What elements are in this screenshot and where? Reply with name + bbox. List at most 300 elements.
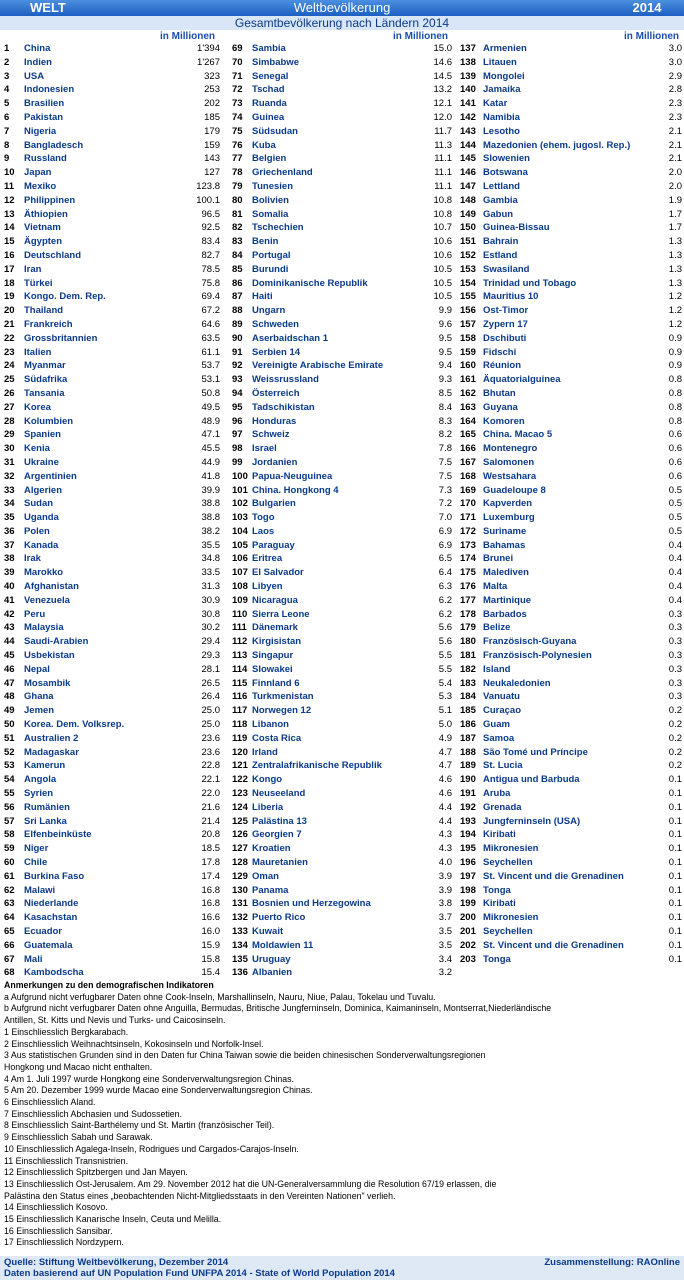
- country-cell: Indonesien: [24, 84, 75, 96]
- country-cell: China. Macao 5: [483, 429, 553, 441]
- rank-cell: 16: [4, 249, 15, 261]
- table-row: [4, 221, 222, 235]
- table-row: [232, 208, 454, 222]
- country-cell: Benin: [252, 236, 279, 248]
- table-row: [232, 759, 454, 773]
- table-row: [460, 787, 682, 801]
- table-row: [460, 318, 682, 332]
- country-cell: Kongo. Dem. Rep.: [24, 291, 106, 303]
- population-cell: 4.9: [438, 732, 452, 744]
- population-cell: 26.5: [201, 677, 220, 689]
- rank-cell: 148: [460, 194, 476, 206]
- table-row: [232, 953, 454, 967]
- rank-cell: 134: [232, 939, 248, 951]
- population-cell: 0.9: [668, 360, 682, 372]
- rank-cell: 89: [232, 318, 243, 330]
- population-cell: 202: [204, 98, 220, 110]
- table-row: [460, 97, 682, 111]
- rank-cell: 150: [460, 222, 476, 234]
- country-cell: Ost-Timor: [483, 305, 529, 317]
- country-cell: Serbien 14: [252, 346, 301, 358]
- rank-cell: 166: [460, 443, 476, 455]
- population-cell: 25.0: [201, 705, 220, 717]
- country-cell: Turkmenistan: [252, 691, 314, 703]
- rank-cell: 167: [460, 456, 476, 468]
- country-cell: Mikronesien: [483, 843, 539, 855]
- rank-cell: 38: [4, 553, 15, 565]
- table-row: [460, 566, 682, 580]
- table-row: [232, 677, 454, 691]
- country-cell: Mikronesien: [483, 912, 539, 924]
- country-cell: Puerto Rico: [252, 912, 306, 924]
- population-cell: 3.9: [438, 870, 452, 882]
- table-row: [460, 208, 682, 222]
- country-cell: Schweden: [252, 318, 299, 330]
- country-cell: Tansania: [24, 387, 65, 399]
- rank-cell: 184: [460, 691, 476, 703]
- table-row: [4, 484, 222, 498]
- country-cell: Usbekistan: [24, 650, 75, 662]
- rank-cell: 147: [460, 180, 476, 192]
- country-cell: Elfenbeinküste: [24, 829, 92, 841]
- rank-cell: 107: [232, 567, 248, 579]
- rank-cell: 105: [232, 539, 248, 551]
- table-row: [4, 718, 222, 732]
- country-cell: Katar: [483, 98, 508, 110]
- table-row: [4, 111, 222, 125]
- rank-cell: 59: [4, 843, 15, 855]
- country-cell: Vietnam: [24, 222, 61, 234]
- rank-cell: 68: [4, 967, 15, 979]
- table-row: [232, 608, 454, 622]
- population-cell: 0.8: [668, 387, 682, 399]
- population-cell: 0.3: [668, 608, 682, 620]
- table-row: [460, 718, 682, 732]
- table-row: [460, 511, 682, 525]
- unit-label-1: in Millionen: [160, 31, 215, 42]
- population-cell: 11.1: [434, 167, 452, 179]
- table-row: [4, 139, 222, 153]
- ranking-column-3: [460, 42, 682, 966]
- rank-cell: 3: [4, 70, 10, 82]
- population-cell: 16.8: [201, 898, 220, 910]
- table-row: [232, 552, 454, 566]
- rank-cell: 95: [232, 401, 243, 413]
- table-row: [232, 83, 454, 97]
- population-cell: 35.5: [201, 539, 220, 551]
- population-cell: 0.4: [668, 594, 682, 606]
- table-row: [460, 677, 682, 691]
- population-cell: 159: [204, 139, 220, 151]
- rank-cell: 183: [460, 677, 476, 689]
- population-cell: 3.5: [438, 926, 452, 937]
- table-row: [232, 152, 454, 166]
- population-cell: 5.6: [438, 622, 452, 634]
- country-cell: Montenegro: [483, 443, 538, 455]
- country-cell: Kiribati: [483, 898, 516, 910]
- table-row: [460, 346, 682, 360]
- rank-cell: 93: [232, 374, 243, 386]
- notes-list: [4, 992, 680, 1249]
- country-cell: Kamerun: [24, 760, 66, 772]
- rank-cell: 188: [460, 746, 476, 758]
- country-cell: Malaysia: [24, 622, 64, 634]
- population-cell: 28.1: [201, 663, 220, 675]
- country-cell: Bolivien: [252, 194, 289, 206]
- table-row: [460, 732, 682, 746]
- rank-cell: 189: [460, 760, 476, 772]
- table-row: [232, 815, 454, 829]
- population-cell: 179: [204, 125, 220, 137]
- population-cell: 1.3: [668, 249, 682, 261]
- note-line: 15 Einschliesslich Kanarische Inseln, Ceuta und Melilla.: [4, 1214, 222, 1225]
- country-cell: Guatemala: [24, 939, 73, 951]
- country-cell: Afghanistan: [24, 581, 79, 593]
- table-row: [232, 221, 454, 235]
- table-row: [4, 277, 222, 291]
- country-cell: Jemen: [24, 705, 55, 717]
- rank-cell: 20: [4, 305, 15, 317]
- rank-cell: 34: [4, 498, 15, 510]
- table-row: [232, 194, 454, 208]
- rank-cell: 187: [460, 732, 476, 744]
- rank-cell: 127: [232, 843, 248, 855]
- rank-cell: 63: [4, 898, 15, 910]
- table-row: [4, 346, 222, 360]
- note-line: 1 Einschliesslich Bergkarabach.: [4, 1026, 129, 1037]
- rank-cell: 154: [460, 277, 476, 289]
- country-cell: Kongo: [252, 774, 283, 786]
- table-row: [460, 828, 682, 842]
- table-row: [460, 484, 682, 498]
- rank-cell: 133: [232, 926, 248, 937]
- table-row: [460, 925, 682, 939]
- country-cell: Portugal: [252, 249, 291, 261]
- population-cell: 8.2: [438, 429, 452, 441]
- population-cell: 15.0: [433, 43, 452, 54]
- table-row: [4, 856, 222, 870]
- population-cell: 3.9: [438, 884, 452, 896]
- country-cell: Ruanda: [252, 98, 287, 110]
- rank-cell: 170: [460, 498, 476, 510]
- population-cell: 9.5: [438, 346, 452, 358]
- country-cell: Bosnien und Herzegowina: [252, 898, 371, 910]
- country-cell: Tschechien: [252, 222, 304, 234]
- rank-cell: 69: [232, 43, 243, 54]
- table-row: [4, 249, 222, 263]
- population-cell: 0.2: [668, 719, 682, 731]
- table-row: [460, 304, 682, 318]
- table-row: [460, 746, 682, 760]
- country-cell: Honduras: [252, 415, 297, 427]
- table-row: [4, 594, 222, 608]
- page-title: Weltbevölkerung: [293, 0, 391, 15]
- table-row: [460, 663, 682, 677]
- population-cell: 4.7: [438, 760, 452, 772]
- population-cell: 7.2: [438, 498, 452, 510]
- notes-heading: Anmerkungen zu den demografischen Indikatoren: [4, 980, 214, 990]
- population-cell: 6.9: [438, 539, 452, 551]
- table-row: [460, 884, 682, 898]
- ranking-column-1: [4, 42, 222, 980]
- table-row: [460, 621, 682, 635]
- population-cell: 1.9: [668, 194, 682, 206]
- table-row: [4, 539, 222, 553]
- population-cell: 0.4: [668, 553, 682, 565]
- country-cell: Namibia: [483, 111, 520, 123]
- table-row: [232, 663, 454, 677]
- rank-cell: 131: [232, 898, 248, 910]
- table-row: [232, 525, 454, 539]
- country-cell: Venezuela: [24, 594, 70, 606]
- rank-cell: 79: [232, 180, 243, 192]
- country-cell: Mazedonien (ehem. jugosl. Rep.): [483, 139, 631, 151]
- note-line: Hongkong und Macao nicht enthalten.: [4, 1061, 153, 1072]
- table-row: [460, 773, 682, 787]
- table-row: [232, 125, 454, 139]
- rank-cell: 139: [460, 70, 476, 82]
- rank-cell: 172: [460, 525, 476, 537]
- rank-cell: 44: [4, 636, 15, 648]
- rank-cell: 121: [232, 760, 248, 772]
- rank-cell: 1: [4, 43, 10, 54]
- population-cell: 0.9: [668, 332, 682, 344]
- population-cell: 14.6: [433, 56, 452, 68]
- table-row: [460, 125, 682, 139]
- country-cell: Deutschland: [24, 249, 82, 261]
- country-cell: Australien 2: [24, 732, 79, 744]
- table-row: [232, 318, 454, 332]
- rank-cell: 140: [460, 84, 476, 96]
- table-row: [4, 415, 222, 429]
- population-cell: 30.9: [201, 594, 220, 606]
- country-cell: Saudi-Arabien: [24, 636, 89, 648]
- country-cell: St. Lucia: [483, 760, 523, 772]
- table-row: [460, 815, 682, 829]
- population-cell: 0.2: [668, 760, 682, 772]
- rank-cell: 65: [4, 926, 15, 937]
- table-row: [4, 663, 222, 677]
- population-cell: 4.3: [438, 843, 452, 855]
- table-row: [232, 925, 454, 939]
- rank-cell: 11: [4, 180, 15, 192]
- population-cell: 2.1: [668, 125, 682, 137]
- population-cell: 12.1: [433, 98, 452, 110]
- population-cell: 6.4: [438, 567, 452, 579]
- population-cell: 21.6: [201, 801, 220, 813]
- country-cell: Japan: [24, 167, 52, 179]
- country-cell: Korea: [24, 401, 51, 413]
- country-cell: Vereinigte Arabische Emirate: [252, 360, 384, 372]
- table-row: [232, 497, 454, 511]
- table-row: [232, 704, 454, 718]
- population-cell: 8.4: [438, 401, 452, 413]
- rank-cell: 27: [4, 401, 15, 413]
- table-row: [4, 97, 222, 111]
- rank-cell: 66: [4, 939, 15, 951]
- rank-cell: 180: [460, 636, 476, 648]
- population-cell: 0.1: [668, 829, 682, 841]
- population-cell: 0.8: [668, 415, 682, 427]
- rank-cell: 61: [4, 870, 15, 882]
- country-cell: Neuseeland: [252, 788, 306, 800]
- country-cell: Nepal: [24, 663, 50, 675]
- population-cell: 9.5: [438, 332, 452, 344]
- rank-cell: 125: [232, 815, 248, 827]
- rank-cell: 129: [232, 870, 248, 882]
- population-cell: 3.5: [438, 939, 452, 951]
- table-row: [4, 208, 222, 222]
- table-row: [4, 870, 222, 884]
- rank-cell: 128: [232, 857, 248, 869]
- rank-cell: 53: [4, 760, 15, 772]
- table-row: [232, 56, 454, 70]
- population-cell: 15.4: [201, 967, 220, 979]
- population-cell: 64.6: [201, 318, 220, 330]
- rank-cell: 159: [460, 346, 476, 358]
- table-row: [460, 194, 682, 208]
- rank-cell: 30: [4, 443, 15, 455]
- population-cell: 34.8: [201, 553, 220, 565]
- rank-cell: 146: [460, 167, 476, 179]
- rank-cell: 130: [232, 884, 248, 896]
- country-cell: Armenien: [483, 43, 527, 54]
- rank-cell: 118: [232, 719, 248, 731]
- rank-cell: 21: [4, 318, 15, 330]
- population-cell: 0.5: [668, 525, 682, 537]
- country-cell: China. Hongkong 4: [252, 484, 339, 496]
- country-cell: Eritrea: [252, 553, 283, 565]
- table-row: [232, 415, 454, 429]
- table-row: [460, 456, 682, 470]
- country-cell: Kambodscha: [24, 967, 84, 979]
- population-cell: 13.2: [433, 84, 452, 96]
- rank-cell: 117: [232, 705, 248, 717]
- table-row: [4, 773, 222, 787]
- population-cell: 5.1: [438, 705, 452, 717]
- population-cell: 0.4: [668, 539, 682, 551]
- population-cell: 10.8: [433, 194, 452, 206]
- table-row: [460, 263, 682, 277]
- population-cell: 0.3: [668, 677, 682, 689]
- table-row: [232, 373, 454, 387]
- country-cell: Salomonen: [483, 456, 535, 468]
- population-cell: 5.0: [438, 719, 452, 731]
- country-cell: Aserbaidschan 1: [252, 332, 329, 344]
- population-cell: 21.4: [201, 815, 220, 827]
- table-row: [232, 649, 454, 663]
- table-row: [232, 870, 454, 884]
- country-cell: Réunion: [483, 360, 521, 372]
- country-cell: Jamaika: [483, 84, 521, 96]
- country-cell: Slowenien: [483, 153, 530, 165]
- table-row: [460, 953, 682, 967]
- note-line: b Aufgrund nicht verfugbarer Daten ohne Anguilla, Bermudas, Britische Jungferninseln, Dominica, Kaimaninseln, Montserrat,Niederländische: [4, 1003, 552, 1014]
- table-row: [232, 290, 454, 304]
- rank-cell: 155: [460, 291, 476, 303]
- rank-cell: 90: [232, 332, 243, 344]
- country-cell: Burundi: [252, 263, 289, 275]
- population-cell: 7.8: [438, 443, 452, 455]
- country-cell: Kroatien: [252, 843, 291, 855]
- country-cell: Mauretanien: [252, 857, 308, 869]
- population-cell: 6.2: [438, 594, 452, 606]
- table-row: [4, 635, 222, 649]
- population-cell: 25.0: [201, 719, 220, 731]
- rank-cell: 198: [460, 884, 476, 896]
- country-cell: Italien: [24, 346, 52, 358]
- rank-cell: 10: [4, 167, 15, 179]
- table-row: [460, 759, 682, 773]
- rank-cell: 19: [4, 291, 15, 303]
- table-row: [4, 290, 222, 304]
- table-row: [232, 484, 454, 498]
- country-cell: Kuba: [252, 139, 276, 151]
- country-cell: Bahamas: [483, 539, 526, 551]
- table-row: [232, 346, 454, 360]
- rank-cell: 78: [232, 167, 243, 179]
- country-cell: Guinea-Bissau: [483, 222, 550, 234]
- country-cell: Ghana: [24, 691, 54, 703]
- country-cell: Kapverden: [483, 498, 533, 510]
- country-cell: Dschibuti: [483, 332, 527, 344]
- population-cell: 7.5: [438, 470, 452, 482]
- country-cell: Myanmar: [24, 360, 66, 372]
- population-cell: 5.5: [438, 650, 452, 662]
- country-cell: Curaçao: [483, 705, 522, 717]
- table-row: [460, 525, 682, 539]
- country-cell: Martinique: [483, 594, 532, 606]
- rank-cell: 175: [460, 567, 476, 579]
- rank-cell: 162: [460, 387, 476, 399]
- country-cell: Griechenland: [252, 167, 313, 179]
- population-cell: 9.6: [438, 318, 452, 330]
- table-row: [232, 746, 454, 760]
- table-row: [232, 690, 454, 704]
- table-row: [460, 690, 682, 704]
- country-cell: Belize: [483, 622, 511, 634]
- table-row: [232, 304, 454, 318]
- population-cell: 1.2: [668, 291, 682, 303]
- population-cell: 0.1: [668, 926, 682, 937]
- population-cell: 0.5: [668, 484, 682, 496]
- table-row: [232, 111, 454, 125]
- rank-cell: 42: [4, 608, 15, 620]
- population-cell: 253: [204, 84, 220, 96]
- footer-basis: Daten basierend auf UN Population Fund UNFPA 2014 - State of World Population 2014: [4, 1268, 395, 1279]
- rank-cell: 29: [4, 429, 15, 441]
- rank-cell: 41: [4, 594, 15, 606]
- rank-cell: 80: [232, 194, 243, 206]
- rank-cell: 97: [232, 429, 243, 441]
- population-cell: 39.9: [201, 484, 220, 496]
- table-row: [460, 359, 682, 373]
- unit-label-2: in Millionen: [393, 31, 448, 42]
- table-row: [460, 801, 682, 815]
- rank-cell: 36: [4, 525, 15, 537]
- country-cell: Brasilien: [24, 98, 65, 110]
- rank-cell: 185: [460, 705, 476, 717]
- population-cell: 0.8: [668, 401, 682, 413]
- rank-cell: 35: [4, 512, 15, 524]
- country-cell: Tonga: [483, 953, 511, 965]
- population-cell: 2.1: [668, 139, 682, 151]
- country-cell: Barbados: [483, 608, 527, 620]
- table-row: [232, 249, 454, 263]
- country-cell: Nicaragua: [252, 594, 298, 606]
- country-cell: Nigeria: [24, 125, 57, 137]
- population-cell: 4.3: [438, 829, 452, 841]
